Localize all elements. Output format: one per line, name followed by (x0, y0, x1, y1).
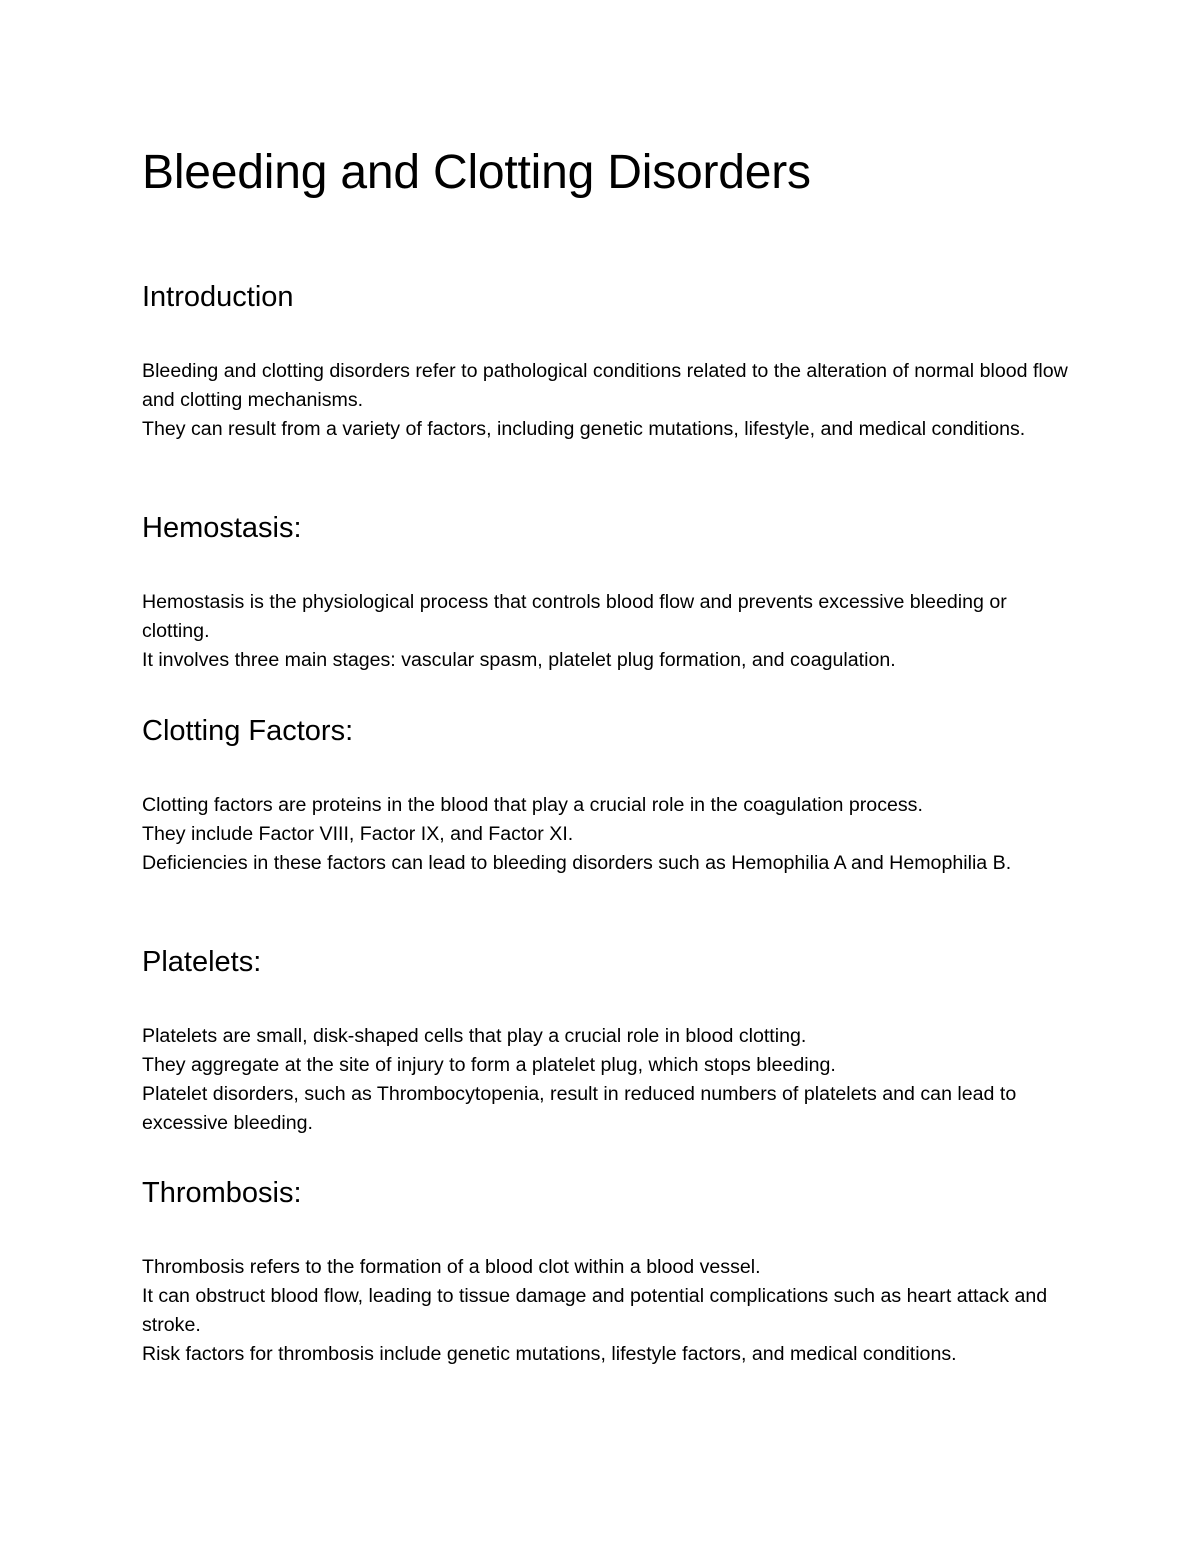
paragraph: Platelets are small, disk-shaped cells that play a crucial role in blood clotting. (142, 1025, 807, 1047)
paragraph: Deficiencies in these factors can lead to bleeding disorders such as Hemophilia A and Hemophilia B. (142, 851, 1012, 874)
section-body (142, 1022, 1072, 1138)
section-heading: Thrombosis: (142, 1177, 302, 1209)
section-heading: Hemostasis: (142, 512, 302, 544)
paragraph: Clotting factors are proteins in the blood that play a crucial role in the coagulation process. (142, 794, 923, 816)
section-platelets (142, 942, 1072, 1138)
paragraph: Bleeding and clotting disorders refer to pathological conditions related to the alteration of normal blood flow and clotting mechanisms. (142, 360, 1068, 411)
paragraph: They aggregate at the site of injury to form a platelet plug, which stops bleeding. (142, 1053, 836, 1076)
section-body (142, 791, 1072, 878)
section-body (142, 588, 1072, 675)
section-heading: Platelets: (142, 946, 262, 978)
section-introduction (142, 277, 1072, 444)
section-heading: Introduction (142, 281, 294, 313)
section-heading: Clotting Factors: (142, 715, 354, 747)
section-clotting-factors (142, 711, 1072, 878)
paragraph: It involves three main stages: vascular spasm, platelet plug formation, and coagulation. (142, 648, 896, 671)
section-body (142, 1253, 1072, 1369)
section-thrombosis (142, 1173, 1072, 1369)
paragraph: Hemostasis is the physiological process that controls blood flow and prevents excessive bleeding or clotting. (142, 591, 1007, 642)
paragraph: They can result from a variety of factors, including genetic mutations, lifestyle, and medical conditions. (142, 417, 1026, 440)
paragraph: They include Factor VIII, Factor IX, and Factor XI. (142, 822, 574, 845)
paragraph: Platelet disorders, such as Thrombocytopenia, result in reduced numbers of platelets and can lead to excessive bleeding. (142, 1082, 1017, 1134)
section-body (142, 357, 1072, 444)
paragraph: It can obstruct blood flow, leading to tissue damage and potential complications such as heart attack and stroke. (142, 1284, 1048, 1336)
document-title: Bleeding and Clotting Disorders (142, 146, 811, 199)
paragraph: Thrombosis refers to the formation of a blood clot within a blood vessel. (142, 1256, 761, 1278)
section-hemostasis (142, 508, 1072, 675)
paragraph: Risk factors for thrombosis include genetic mutations, lifestyle factors, and medical conditions. (142, 1342, 957, 1365)
